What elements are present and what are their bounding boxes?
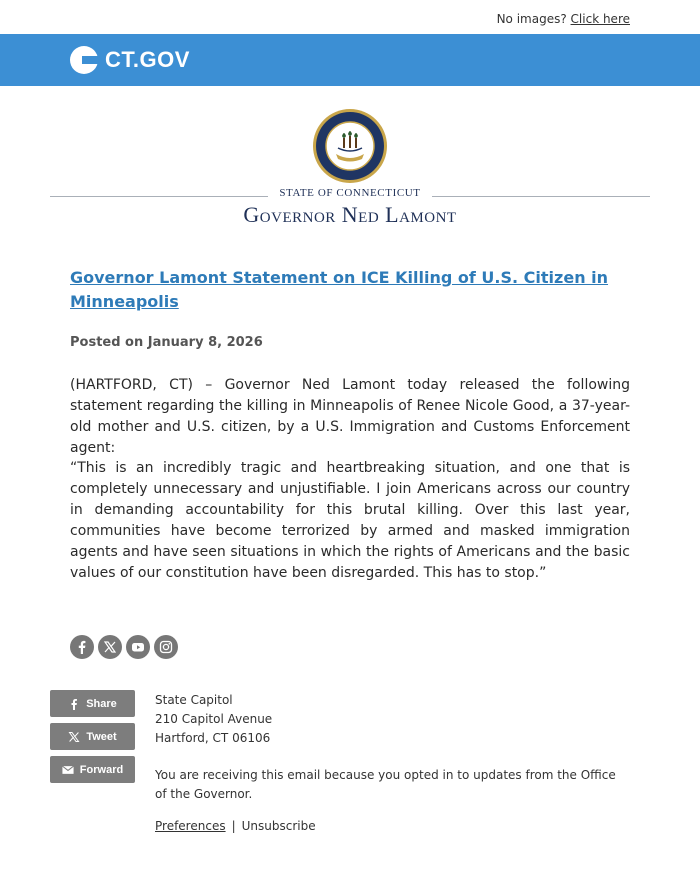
social-icons-row bbox=[70, 635, 178, 659]
address-line: 210 Capitol Avenue bbox=[155, 712, 273, 726]
preferences-link[interactable]: Preferences bbox=[155, 819, 226, 833]
tweet-button[interactable] bbox=[50, 723, 135, 750]
state-label-row bbox=[50, 187, 650, 203]
divider bbox=[432, 196, 650, 197]
share-buttons bbox=[50, 690, 135, 789]
forward-label: Forward bbox=[79, 763, 124, 776]
facebook-icon bbox=[68, 698, 80, 710]
state-label: STATE OF CONNECTICUT bbox=[279, 187, 421, 199]
x-icon[interactable] bbox=[98, 635, 122, 659]
no-images-bar bbox=[497, 12, 630, 26]
tweet-label: Tweet bbox=[86, 730, 117, 743]
link-separator: | bbox=[231, 819, 236, 833]
posted-date: Posted on January 8, 2026 bbox=[70, 335, 263, 350]
ct-gov-logo[interactable] bbox=[70, 45, 190, 75]
subscription-notice: You are receiving this email because you opted in to updates from the Office of the Governor. bbox=[155, 768, 616, 801]
no-images-text: No images? bbox=[496, 12, 567, 26]
connecticut-seal-icon bbox=[312, 108, 388, 184]
facebook-icon[interactable] bbox=[70, 635, 94, 659]
unsubscribe-link[interactable]: Unsubscribe bbox=[241, 819, 316, 833]
article-quote-paragraph: “This is an incredibly tragic and heartbreaking situation, and one that is completely unnecessary and unjustifiable. I join Americans across our country in demanding accountability for this brutal killing. Over this last year, communities have become terrorized by armed and masked immigration agents and have seen situations in which the rights of Americans and the basic values of our constitution have been disregarded. This has to stop.” bbox=[70, 460, 630, 581]
forward-button[interactable] bbox=[50, 756, 135, 783]
x-icon bbox=[68, 731, 80, 743]
ct-gov-logo-text: CT.GOV bbox=[105, 47, 190, 72]
governor-name-heading: Governor Ned Lamont bbox=[243, 202, 457, 227]
envelope-icon bbox=[62, 764, 74, 776]
article-title-link[interactable]: Governor Lamont Statement on ICE Killing of U.S. Citizen in Minneapolis bbox=[70, 268, 609, 311]
share-button[interactable] bbox=[50, 690, 135, 717]
address-line: State Capitol bbox=[155, 693, 233, 707]
instagram-icon[interactable] bbox=[154, 635, 178, 659]
ct-logo-icon bbox=[70, 46, 98, 74]
office-address bbox=[155, 691, 272, 748]
click-here-link[interactable]: Click here bbox=[570, 12, 630, 26]
footer-links bbox=[155, 819, 316, 833]
share-label: Share bbox=[86, 697, 117, 710]
ct-gov-banner bbox=[0, 34, 700, 86]
article-paragraph: (HARTFORD, CT) – Governor Ned Lamont today released the following statement regarding the killing in Minneapolis of Renee Nicole Good, a 37-year-old mother and U.S. citizen, by a U.S. Immigration and Customs Enforcement agent: bbox=[70, 377, 630, 456]
youtube-icon[interactable] bbox=[126, 635, 150, 659]
address-line: Hartford, CT 06106 bbox=[155, 731, 271, 745]
